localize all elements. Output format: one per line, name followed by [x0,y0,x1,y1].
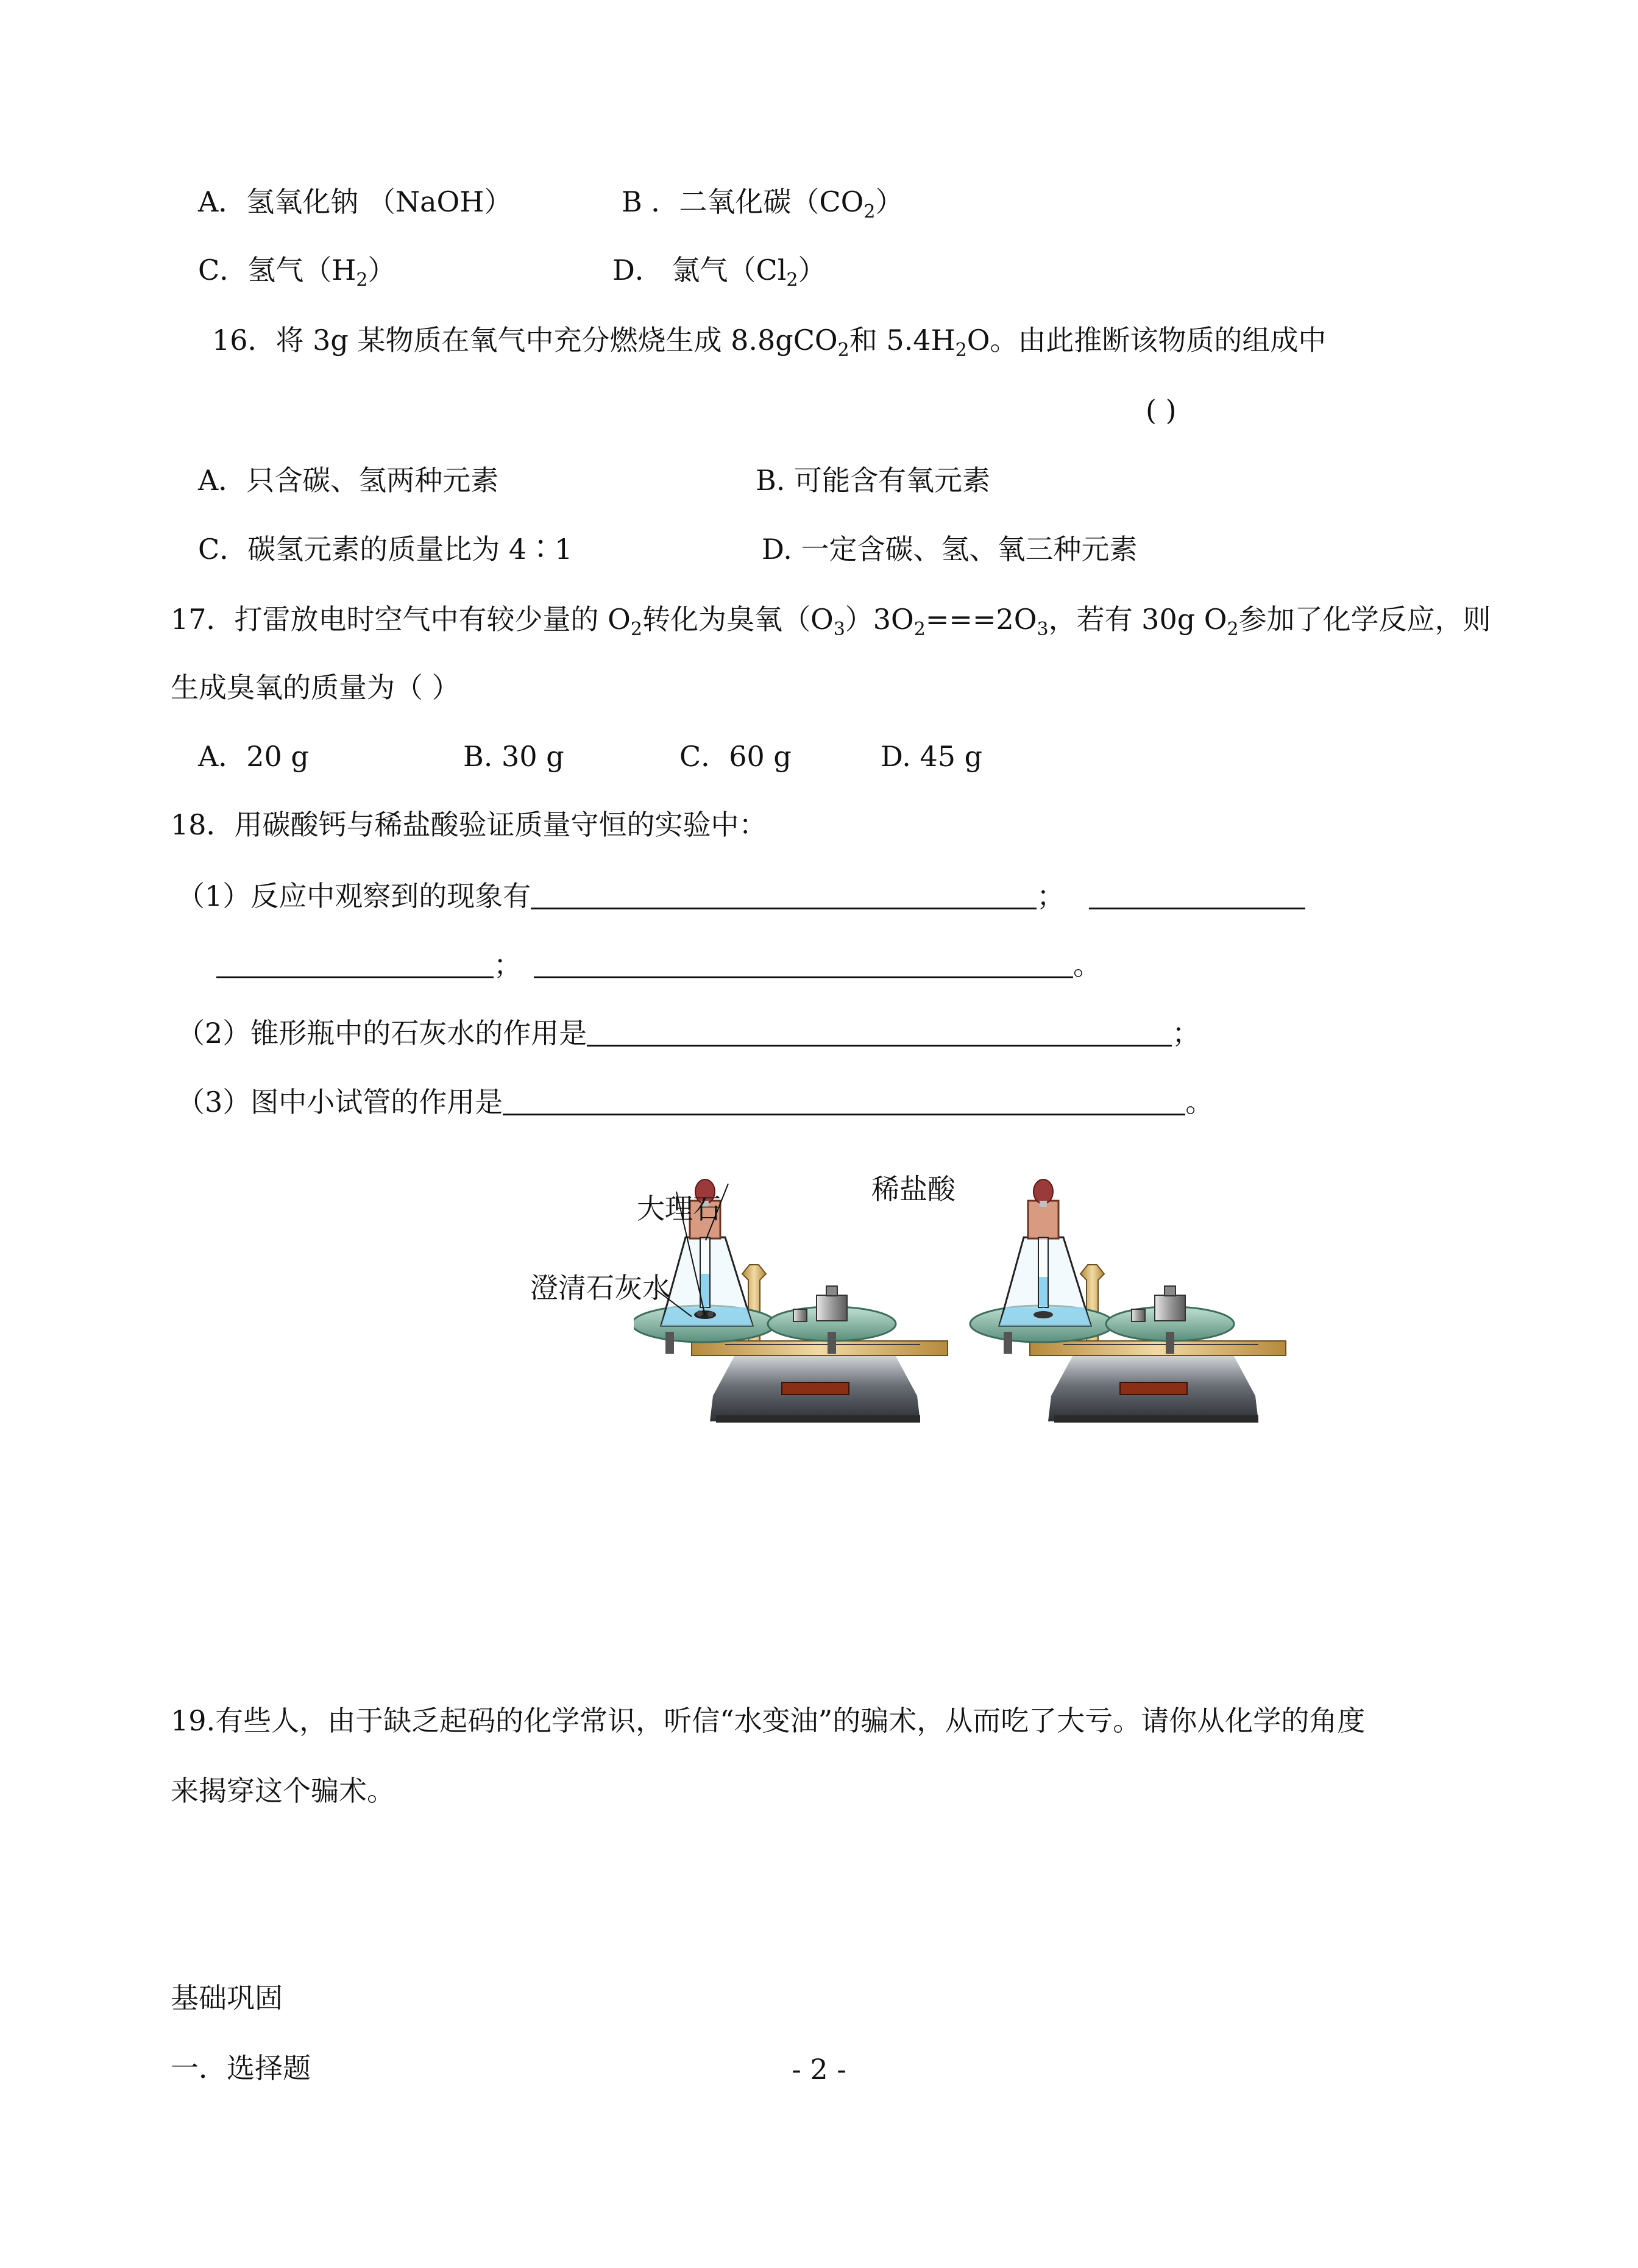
q15-option-c: C．氢气$(H_2)$ [198,254,396,291]
q17-option-c: C．60 g [679,740,792,773]
q17-option-a: A．20 g [198,740,309,773]
section-title: 基础巩固 [171,1982,283,2014]
answer-blank[interactable] [216,950,494,978]
answer-blank[interactable] [503,1087,1185,1115]
q15-option-a: A．氢氧化钠 （NaOH） [198,185,512,218]
q16-stem: 16．将 3g 某物质在氧气中充分燃烧生成 8.8gCO$_2$和 $5.4H_2O$。由此推断该物质的组成中 [212,324,1327,361]
q15-option-d: D． 氯气$(Cl_2)$ [612,254,826,291]
right-balance [970,1179,1286,1423]
label-dilute-hcl: 稀盐酸 [871,1173,956,1206]
q16-option-d: D. 一定含碳、氢、氧三种元素 [762,533,1138,566]
q16-option-a: A．只含碳、氢两种元素 [198,464,499,497]
section-subtitle: 一．选择题 [171,2052,311,2085]
page-number: - 2 - [792,2053,846,2086]
answer-blank[interactable] [587,1018,1172,1047]
label-marble: 大理石 [637,1192,721,1225]
q15-option-b: B ．二氧化碳$(CO_2)$ [622,185,904,222]
q19-stem: 19.有些人，由于缺乏起码的化学常识，听信“水变油”的骗术，从而吃了大亏。请你从化学的角度 [171,1704,1366,1737]
q18-part1-line2: ； 。 [216,950,1101,979]
answer-blank[interactable] [534,950,1073,978]
q18-part3: （3）图中小试管的作用是 。 [177,1086,1214,1118]
answer-blank[interactable] [1089,881,1305,909]
label-limewater: 澄清石灰水 [530,1271,670,1304]
q16-option-b: B. 可能含有氧元素 [756,464,991,497]
balance-experiment-figure [634,1158,1374,1445]
q17-option-b: B. 30 g [463,740,564,773]
q17-option-d: D. 45 g [881,740,983,773]
q18-part1: （1）反应中观察到的现象有 ； [177,881,1305,910]
q18-part2: （2）锥形瓶中的石灰水的作用是 ； [177,1017,1200,1050]
answer-blank[interactable] [531,881,1037,909]
q17-stem: 17．打雷放电时空气中有较少量的 $O_2$转化为臭氧$(O_3)3O_2===2O_3$，若有 30g $O_2$参加了化学反应，则 [171,603,1491,640]
q16-answer-paren: ( ) [1146,394,1177,427]
q17-stem-line2: 生成臭氧的质量为（ ） [171,671,460,704]
q18-title: 18．用碳酸钙与稀盐酸验证质量守恒的实验中： [171,808,767,841]
q19-stem-line2: 来揭穿这个骗术。 [171,1774,395,1807]
q16-option-c: C．碳氢元素的质量比为 4∶1 [198,533,573,566]
